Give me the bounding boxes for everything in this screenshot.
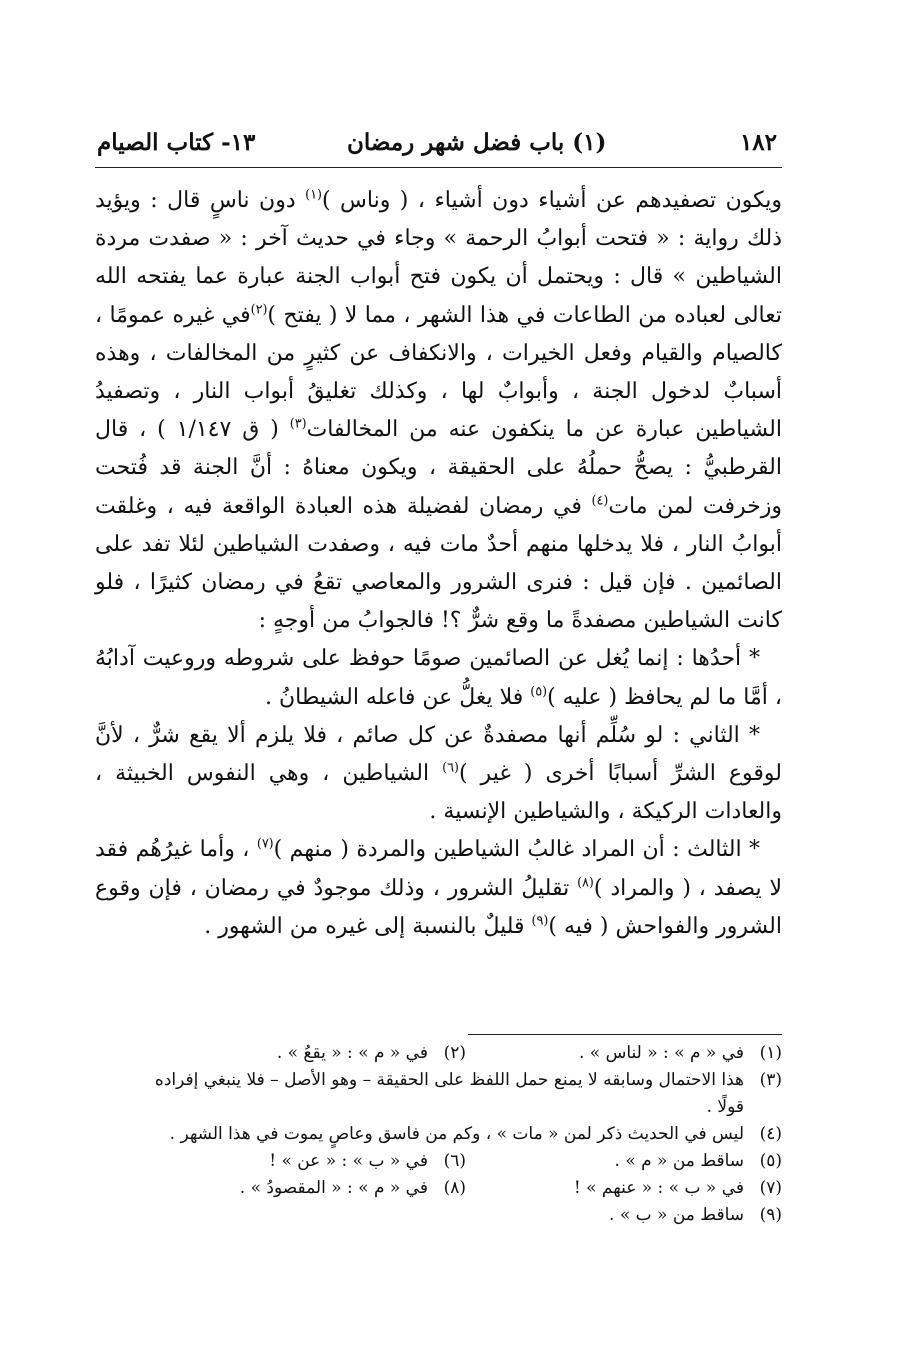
footnote-8 xyxy=(150,1175,466,1202)
footnote-row xyxy=(95,1148,782,1175)
footnote-rule xyxy=(468,1034,782,1035)
footnote-number: (٦) xyxy=(443,1151,466,1171)
text-run: فلا يغلُّ عن فاعله الشيطانُ . xyxy=(264,684,531,710)
main-text xyxy=(95,182,782,946)
text-run: دون ناسٍ قال : ويؤيد ذلك رواية : « فتحت أبوابُ الرحمة » وجاء في حديث آخر : « صفدت مردة الشياطين » قال : ويحتمل أن يكون فتح أبواب الجنة عبارة عما يفتحه الله تعالى لعباده من الطاعات في هذا الشهر ، مما لا ( يفتح ) xyxy=(95,188,782,328)
footnote-1 xyxy=(466,1040,782,1067)
footnote-number: (٨) xyxy=(443,1178,466,1198)
footnote-text: في « ب » : « عنهم » ! xyxy=(573,1178,744,1198)
chapter-title: (١) باب فضل شهر رمضان xyxy=(347,129,607,156)
answer-first xyxy=(95,640,782,716)
footnote-9 xyxy=(609,1202,782,1229)
book-title: ١٣- كتاب الصيام xyxy=(97,129,256,156)
footnote-number: (٧) xyxy=(759,1178,782,1198)
footnote-number: (١) xyxy=(759,1043,782,1063)
footnotes xyxy=(95,1040,782,1229)
running-header xyxy=(97,125,777,165)
footnote-ref[interactable]: (٤) xyxy=(591,493,609,509)
text-run: الشياطين ، وهي النفوس الخبيثة ، والعادات الركيكة ، والشياطين الإنسية . xyxy=(95,761,782,825)
text-run: ويكون تصفيدهم عن أشياء دون أشياء ، ( وناس ) xyxy=(321,188,783,213)
footnote-ref[interactable]: (٢) xyxy=(250,302,268,318)
footnote-row xyxy=(95,1094,782,1121)
text-run: ، وأما غيرُهُم فقد لا يصفد ، ( والمراد ) xyxy=(95,837,782,901)
footnote-number: (٥) xyxy=(759,1151,782,1171)
footnote-7 xyxy=(466,1175,782,1202)
footnote-number: (٣) xyxy=(759,1070,782,1090)
footnote-ref[interactable]: (٥) xyxy=(530,684,548,700)
footnote-text: هذا الاحتمال وسابقه لا يمنع حمل اللفظ على الحقيقة – وهو الأصل – فلا ينبغي إفراده xyxy=(154,1070,744,1090)
text-run: * الثالث : أن المراد غالبُ الشياطين والمردة ( منهم ) xyxy=(273,837,761,863)
footnote-number: (٩) xyxy=(759,1205,782,1225)
footnote-ref[interactable]: (١) xyxy=(305,187,322,203)
text-run: * الثاني : لو سُلِّم أنها مصفدةٌ عن كل صائم ، فلا يلزم ألا يقع شرٌّ ، لأنَّ لوقوع الشرِّ أسبابًا أخرى ( غير ) xyxy=(95,722,782,787)
footnote-ref[interactable]: (٦) xyxy=(442,760,459,776)
footnote-ref[interactable]: (٣) xyxy=(289,416,307,432)
text-run: في رمضان لفضيلة هذه العبادة الواقعة فيه ، وغلقت أبوابُ النار ، فلا يدخلها منهم أحدٌ مات فيه ، وصفدت الشياطين لئلا تفد على الصائمين . فإن قيل : فنرى الشرور والمعاصي تقعُ في رمضان كثيرًا ، فلو كانت الشياطين مصفدةً ما وقع شرٌّ ؟! فالجوابُ من أوجهٍ : xyxy=(95,493,782,634)
footnote-text: ساقط من « م » . xyxy=(614,1151,744,1171)
footnote-number: (٤) xyxy=(759,1124,782,1144)
page-number: ١٨٢ xyxy=(739,129,777,156)
footnote-3-continuation: قولًا . xyxy=(706,1097,744,1117)
footnote-row xyxy=(95,1040,782,1067)
footnote-text: في « م » : « المقصودُ » . xyxy=(239,1178,428,1198)
answer-second xyxy=(95,717,782,832)
footnote-row xyxy=(95,1175,782,1202)
footnote-text: ليس في الحديث ذكر لمن « مات » ، وكم من فاسق وعاصٍ يموت في هذا الشهر . xyxy=(169,1124,744,1144)
footnote-row xyxy=(95,1121,782,1148)
header-rule xyxy=(95,167,782,168)
paragraph-intro xyxy=(95,182,782,640)
footnote-text: في « ب » : « عن » ! xyxy=(269,1151,428,1171)
footnote-ref[interactable]: (٩) xyxy=(531,913,549,929)
footnote-text: في « م » : « لناس » . xyxy=(578,1043,744,1063)
footnote-row xyxy=(95,1067,782,1094)
footnote-3 xyxy=(155,1067,782,1094)
text-run: في غيره عمومًا ، كالصيام والقيام وفعل الخيرات ، والانكفاف عن كثيرٍ من المخالفات ، وهذه أسبابٌ لدخول الجنة ، وأبوابٌ لها ، وكذلك تغليقُ أبواب النار ، وتصفيدُ الشياطين عبارة عن ما ينكفون عنه من المخالفات xyxy=(95,302,782,443)
footnote-5 xyxy=(466,1148,782,1175)
text-run: * أحدُها : إنما يُغل عن الصائمين صومًا حوفظ على شروطه وروعيت آدابُهُ ، أمَّا ما لم يحافظ ( عليه ) xyxy=(95,646,782,710)
footnote-ref[interactable]: (٧) xyxy=(256,837,274,853)
footnote-text: ساقط من « ب » . xyxy=(609,1205,744,1225)
footnote-text: في « م » : « يقعُ » . xyxy=(276,1043,428,1063)
footnote-4 xyxy=(170,1121,782,1148)
text-run: تقليلُ الشرور ، وذلك موجودٌ في رمضان ، فإن وقوع الشرور والفواحش ( فيه ) xyxy=(95,875,782,939)
footnote-row xyxy=(95,1202,782,1229)
text-run: ( ق ١/١٤٧ ) ، قال القرطبيُّ : يصحُّ حملُهُ على الحقيقة ، ويكون معناهُ : أنَّ الجنة قد فُتحت وزخرفت لمن مات xyxy=(95,417,782,519)
footnote-2 xyxy=(150,1040,466,1067)
footnote-6 xyxy=(150,1148,466,1175)
footnote-number: (٢) xyxy=(443,1043,466,1063)
answer-third xyxy=(95,831,782,946)
footnote-ref[interactable]: (٨) xyxy=(577,875,594,891)
text-run: قليلٌ بالنسبة إلى غيره من الشهور . xyxy=(204,913,532,939)
